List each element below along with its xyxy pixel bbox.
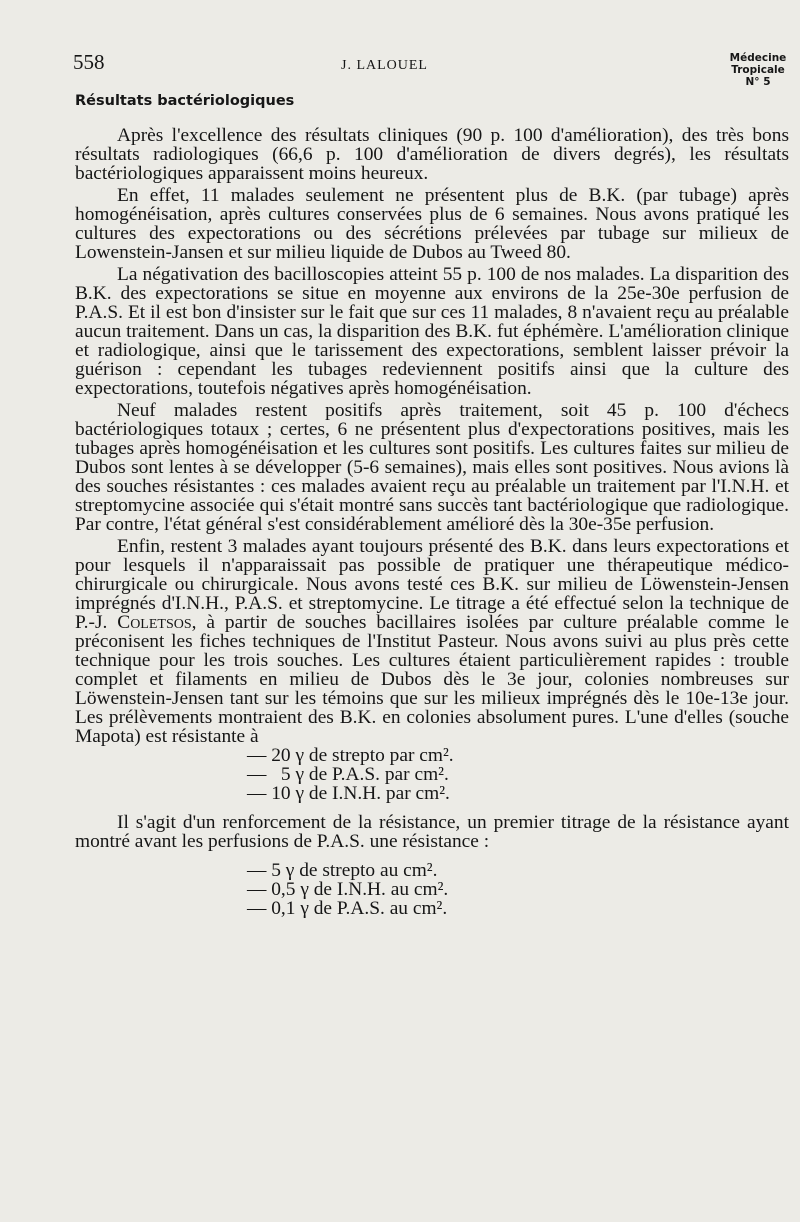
dose-item: — 5 γ de P.A.S. par cm². — [247, 764, 449, 785]
paragraph-4: Neuf malades restent positifs après traitement, soit 45 p. 100 d'échecs bactériologiques totaux ; certes, 6 ne présentent plus d'expectorations positives, mais les tubages après homogénéisation et les cultures sont positifs. Les cultures faites sur milieu de Dubos sont lentes à se développer (5-6 semaines), mais elles sont positives. Nous avions là des souches résistantes : ces malades avaient reçu au préalable un traitement par l'I.N.H. et streptomycine associée qui s'était montré sans succès tant bactériologique que radiologique. Par contre, l'état général s'est considérablement amélioré dès la 30e-35e perfusion. — [75, 400, 789, 535]
paragraph-5 — [75, 537, 789, 746]
paragraph-5-text-b: , à partir de souches bacillaires isolées par culture préalable comme le préconisent les fiches techniques de l'Institut Pasteur. Nous avons suivi au plus près cette technique pour les trois souches. Les cultures étaient particulièrement rapides : trouble complet et filaments en milieu de Dubos dès le 3e jour, colonies nombreuses sur Löwenstein-Jensen tant sur les témoins que sur les milieux imprégnés dès le 10e-13e jour. Les prélèvements montraient des B.K. en colonies absolument pures. L'une d'elles (souche Mapota) est résistante à — [75, 612, 789, 747]
journal-name-line2: Tropicale — [731, 64, 785, 76]
journal-name-line1: Médecine — [729, 52, 787, 64]
dose-item: — 0,5 γ de I.N.H. au cm². — [247, 879, 449, 900]
cited-author: Coletsos — [117, 612, 192, 633]
journal-identifier — [718, 52, 798, 88]
page-number: 558 — [73, 50, 105, 74]
paragraph-3: La négativation des bacilloscopies atteint 55 p. 100 de nos malades. La disparition des B.K. des expectorations se situe en moyenne aux environs de la 25e-30e perfusion de P.A.S. Et il est bon d'insister sur le fait que sur ces 11 malades, 8 n'avaient reçu au préalable aucun traitement. Dans un cas, la disparition des B.K. fut éphémère. L'amélioration clinique et radiologique, ainsi que le tarissement des expectorations, semblent laisser prévoir la guérison : cependant les tubages redeviennent positifs ainsi que la culture des expectorations, toutefois négatives après homogénéisation. — [75, 264, 789, 399]
dose-item: — 5 γ de strepto au cm². — [247, 860, 438, 881]
dose-item: — 0,1 γ de P.A.S. au cm². — [247, 898, 448, 919]
running-head-author: J. LALOUEL — [341, 58, 428, 73]
journal-issue: N° 5 — [745, 76, 771, 88]
page-header — [0, 0, 800, 90]
paragraph-2: En effet, 11 malades seulement ne présentent plus de B.K. (par tubage) après homogénéisation, après cultures conservées plus de 6 semaines. Nous avons pratiqué les cultures des expectorations ou des sécrétions prélevées par tubage sur milieux de Lowenstein-Jansen et sur milieu liquide de Dubos au Tweed 80. — [75, 185, 789, 263]
article-body — [75, 126, 789, 918]
paragraph-5-text-a: Enfin, restent 3 malades ayant toujours présenté des B.K. dans leurs expectorations et pour lesquels il n'apparaissait pas possible de pratiquer une thérapeutique médico-chirurgicale ou chirurgicale. Nous avons testé ces B.K. sur milieu de Löwenstein-Jensen imprégnés d'I.N.H., P.A.S. et streptomycine. Le titrage a été effectué selon la technique de P.-J. — [75, 536, 789, 633]
dose-item: — 20 γ de strepto par cm². — [247, 745, 454, 766]
initial-resistance-doses-list — [247, 861, 789, 918]
section-title: Résultats bactériologiques — [75, 93, 295, 109]
paragraph-1: Après l'excellence des résultats cliniques (90 p. 100 d'amélioration), des très bons résultats radiologiques (66,6 p. 100 d'amélioration de divers degrés), les résultats bactériologiques apparaissent moins heureux. — [75, 125, 789, 184]
resistance-doses-list — [247, 746, 789, 803]
dose-item: — 10 γ de I.N.H. par cm². — [247, 783, 450, 804]
paragraph-6: Il s'agit d'un renforcement de la résistance, un premier titrage de la résistance ayant montré avant les perfusions de P.A.S. une résistance : — [75, 812, 789, 852]
